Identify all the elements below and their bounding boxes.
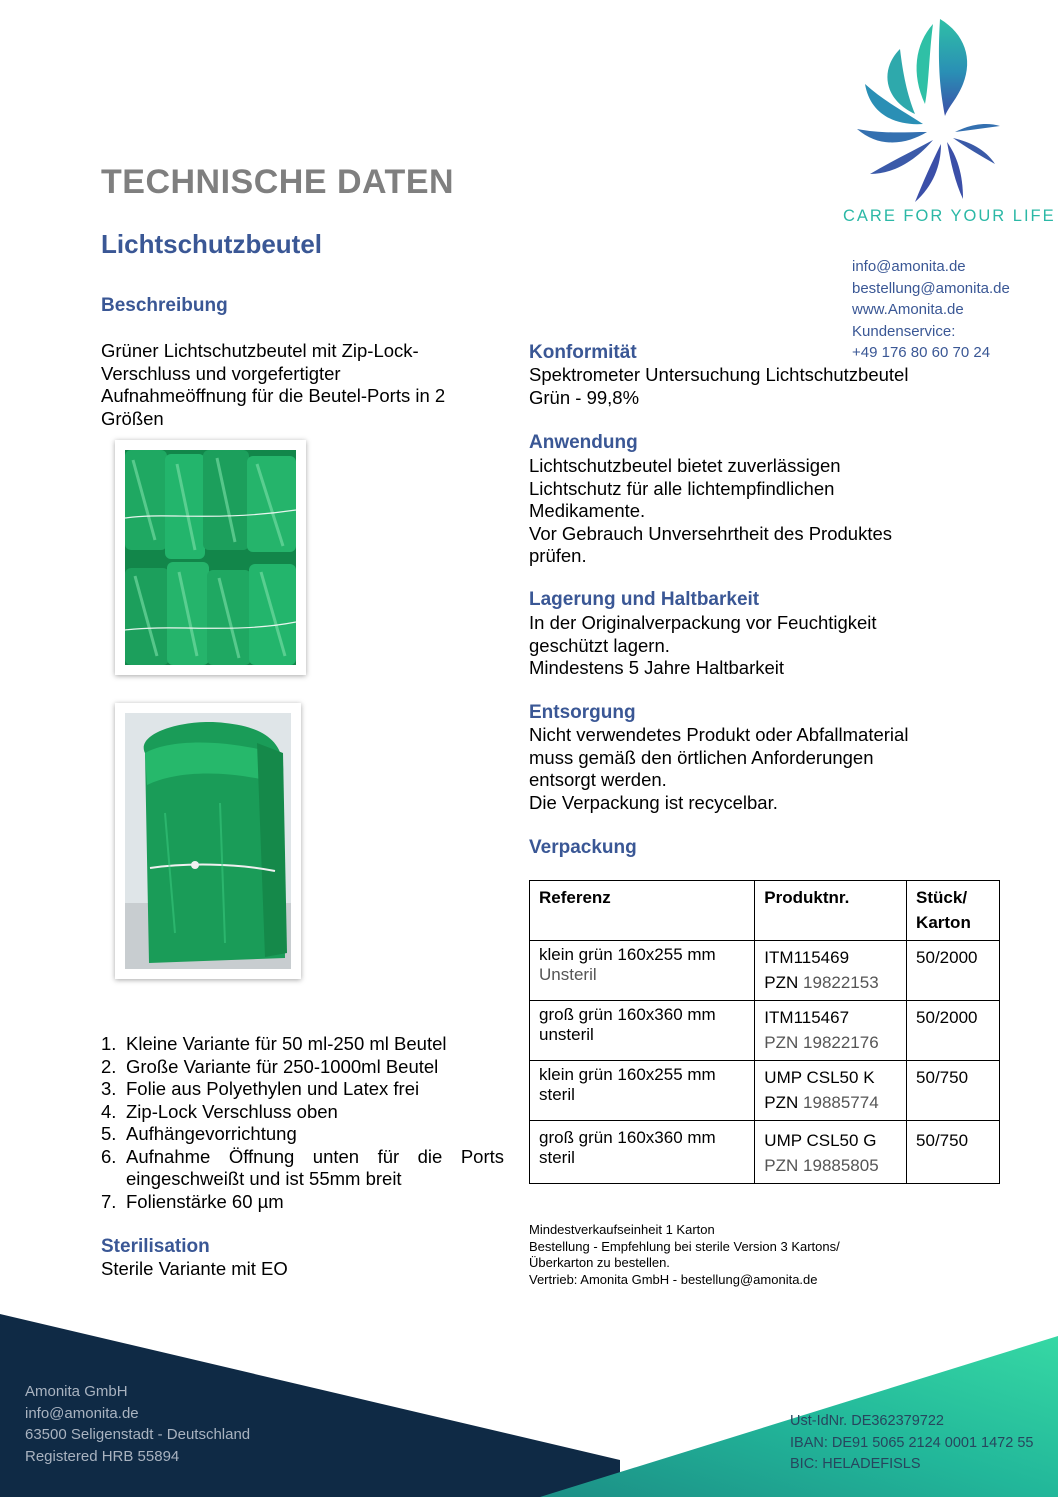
beschreibung-heading: Beschreibung [101, 295, 228, 316]
list-text: Zip-Lock Verschluss oben [126, 1100, 338, 1122]
list-item [101, 1191, 504, 1214]
text-line: muss gemäß den örtlichen Anforderungen [529, 746, 874, 768]
text-line: Spektrometer Untersuchung Lichtschutzbeutel [529, 364, 909, 385]
list-text: Große Variante für 250-1000ml Beutel [126, 1055, 439, 1077]
list-item [101, 1056, 504, 1079]
entsorgung-heading: Entsorgung [529, 702, 636, 723]
footer-line: BIC: HELADEFISLS [790, 1456, 921, 1472]
item-number: UMP CSL50 K [764, 1068, 875, 1087]
text-line: Medikamente. [529, 500, 646, 521]
list-number: 1. [101, 1033, 117, 1054]
footer-line: IBAN: DE91 5065 2124 0001 1472 55 [790, 1434, 1034, 1451]
anwendung-heading: Anwendung [529, 432, 638, 453]
text-line: Lichtschutzbeutel bietet zuverlässigen [529, 455, 841, 476]
list-text: Folienstärke 60 µm [126, 1190, 284, 1212]
text-line: Verschluss und vorgefertigter [101, 362, 341, 384]
ref-cell [530, 1121, 755, 1184]
footer-line: Registered HRB 55894 [25, 1447, 180, 1465]
product-title: Lichtschutzbeutel [101, 229, 323, 259]
ref-main: groß grün 160x360 mm [539, 1128, 716, 1147]
contact-phone[interactable]: +49 176 80 60 70 24 [852, 344, 991, 361]
list-item [101, 1033, 504, 1056]
lotus-face-logo [845, 14, 1015, 204]
note-line: Mindestverkaufseinheit 1 Karton [529, 1222, 715, 1237]
list-text: Aufnahme Öffnung unten für die Ports eingeschweißt und ist 55mm breit [126, 1145, 504, 1189]
ref-sub: steril [539, 1148, 575, 1167]
column-header: Referenz [530, 881, 755, 941]
text-line: Lichtschutz für alle lichtempfindlichen [529, 477, 835, 499]
text-line: Mindestens 5 Jahre Haltbarkeit [529, 657, 785, 678]
table-header-row [530, 881, 1000, 941]
contact-website[interactable]: www.Amonita.de [852, 301, 964, 318]
sterilisation-heading: Sterilisation [101, 1236, 210, 1257]
pzn-label: PZN [764, 1156, 799, 1175]
list-item [101, 1123, 504, 1146]
list-number: 3. [101, 1078, 117, 1099]
pzn-label: PZN [764, 973, 799, 992]
packaging-table [529, 880, 1000, 1184]
pzn-number: 19885805 [803, 1156, 879, 1175]
list-number: 5. [101, 1123, 117, 1144]
table-row [530, 1061, 1000, 1121]
pzn-label: PZN [764, 1093, 799, 1112]
list-number: 7. [101, 1190, 117, 1212]
footer-line: Amonita GmbH [25, 1383, 128, 1400]
footer-email[interactable]: info@amonita.de [25, 1404, 139, 1422]
footer-line: Ust-IdNr. DE362379722 [790, 1413, 944, 1429]
footer-bank [790, 1411, 1033, 1476]
product-photo-rolls [115, 440, 306, 675]
ref-cell [530, 1001, 755, 1061]
text-line: entsorgt werden. [529, 769, 667, 790]
item-number: ITM115469 [764, 948, 850, 967]
ref-cell [530, 1061, 755, 1121]
table-row [530, 941, 1000, 1001]
rolls-image [125, 450, 296, 665]
text-line: Die Verpackung ist recycelbar. [529, 791, 778, 813]
nr-cell [755, 941, 907, 1001]
pzn-label: PZN [764, 1033, 799, 1052]
column-header: Stück/ Karton [907, 881, 1000, 941]
nr-cell [755, 1001, 907, 1061]
footer-line: 63500 Seligenstadt - Deutschland [25, 1426, 251, 1443]
lagerung-heading: Lagerung und Haltbarkeit [529, 589, 760, 610]
ref-cell [530, 941, 755, 1001]
list-text: Folie aus Polyethylen und Latex frei [126, 1078, 420, 1099]
ref-main: groß grün 160x360 mm [539, 1005, 716, 1024]
table-row [530, 1001, 1000, 1061]
pzn-number: 19885774 [803, 1093, 879, 1112]
page-title: TECHNISCHE DATEN [101, 163, 455, 201]
contact-block [852, 256, 1010, 364]
list-item [101, 1078, 504, 1101]
qty-cell: 50/2000 [907, 941, 1000, 1001]
konformitaet-text [529, 364, 908, 409]
text-line: Größen [101, 407, 164, 429]
list-number: 2. [101, 1055, 117, 1077]
text-line: geschützt lagern. [529, 634, 670, 656]
verpackung-heading: Verpackung [529, 837, 637, 858]
ref-sub: steril [539, 1085, 575, 1104]
beschreibung-text [101, 340, 501, 430]
table-row [530, 1121, 1000, 1184]
item-number: UMP CSL50 G [764, 1131, 877, 1150]
list-text: Aufhängevorrichtung [126, 1123, 297, 1144]
text-line: Grüner Lichtschutzbeutel mit Zip-Lock- [101, 340, 419, 361]
list-text: Kleine Variante für 50 ml-250 ml Beutel [126, 1033, 447, 1054]
nr-cell [755, 1061, 907, 1121]
sterilisation-text: Sterile Variante mit EO [101, 1258, 288, 1279]
konformitaet-heading: Konformität [529, 342, 637, 363]
note-line: Vertrieb: Amonita GmbH - bestellung@amonita.de [529, 1271, 818, 1287]
note-line: Überkarton zu bestellen. [529, 1255, 670, 1270]
ref-main: klein grün 160x255 mm [539, 945, 716, 964]
list-number: 4. [101, 1100, 117, 1122]
entsorgung-text [529, 724, 908, 814]
qty-cell: 50/750 [907, 1121, 1000, 1184]
column-header: Produktnr. [755, 881, 907, 941]
order-notes [529, 1222, 840, 1288]
qty-cell: 50/750 [907, 1061, 1000, 1121]
pzn-number: 19822176 [803, 1033, 879, 1052]
text-line: Vor Gebrauch Unversehrtheit des Produktes [529, 522, 892, 544]
ref-main: klein grün 160x255 mm [539, 1065, 716, 1084]
text-line: In der Originalverpackung vor Feuchtigkeit [529, 612, 877, 633]
tagline: CARE FOR YOUR LIFE [843, 207, 1056, 225]
text-line: Grün - 99,8% [529, 386, 640, 408]
list-number: 6. [101, 1145, 117, 1167]
feature-list [101, 1033, 504, 1213]
list-item [101, 1146, 504, 1191]
ref-sub: Unsteril [539, 965, 597, 984]
product-photo-roll [115, 703, 301, 979]
contact-service-label: Kundenservice: [852, 322, 956, 340]
contact-order-email[interactable]: bestellung@amonita.de [852, 279, 1010, 297]
text-line: Nicht verwendetes Produkt oder Abfallmaterial [529, 724, 909, 745]
contact-email[interactable]: info@amonita.de [852, 258, 966, 275]
qty-cell: 50/2000 [907, 1001, 1000, 1061]
list-item [101, 1101, 504, 1124]
item-number: ITM115467 [764, 1008, 850, 1027]
anwendung-text [529, 455, 892, 568]
note-line: Bestellung - Empfehlung bei sterile Version 3 Kartons/ [529, 1238, 840, 1254]
nr-cell [755, 1121, 907, 1184]
footer-company [25, 1381, 250, 1467]
ref-sub: unsteril [539, 1025, 594, 1044]
roll-image [125, 713, 291, 969]
text-line: prüfen. [529, 545, 587, 566]
pzn-number: 19822153 [803, 973, 879, 992]
text-line: Aufnahmeöffnung für die Beutel-Ports in 2 [101, 385, 446, 406]
lagerung-text [529, 612, 877, 680]
